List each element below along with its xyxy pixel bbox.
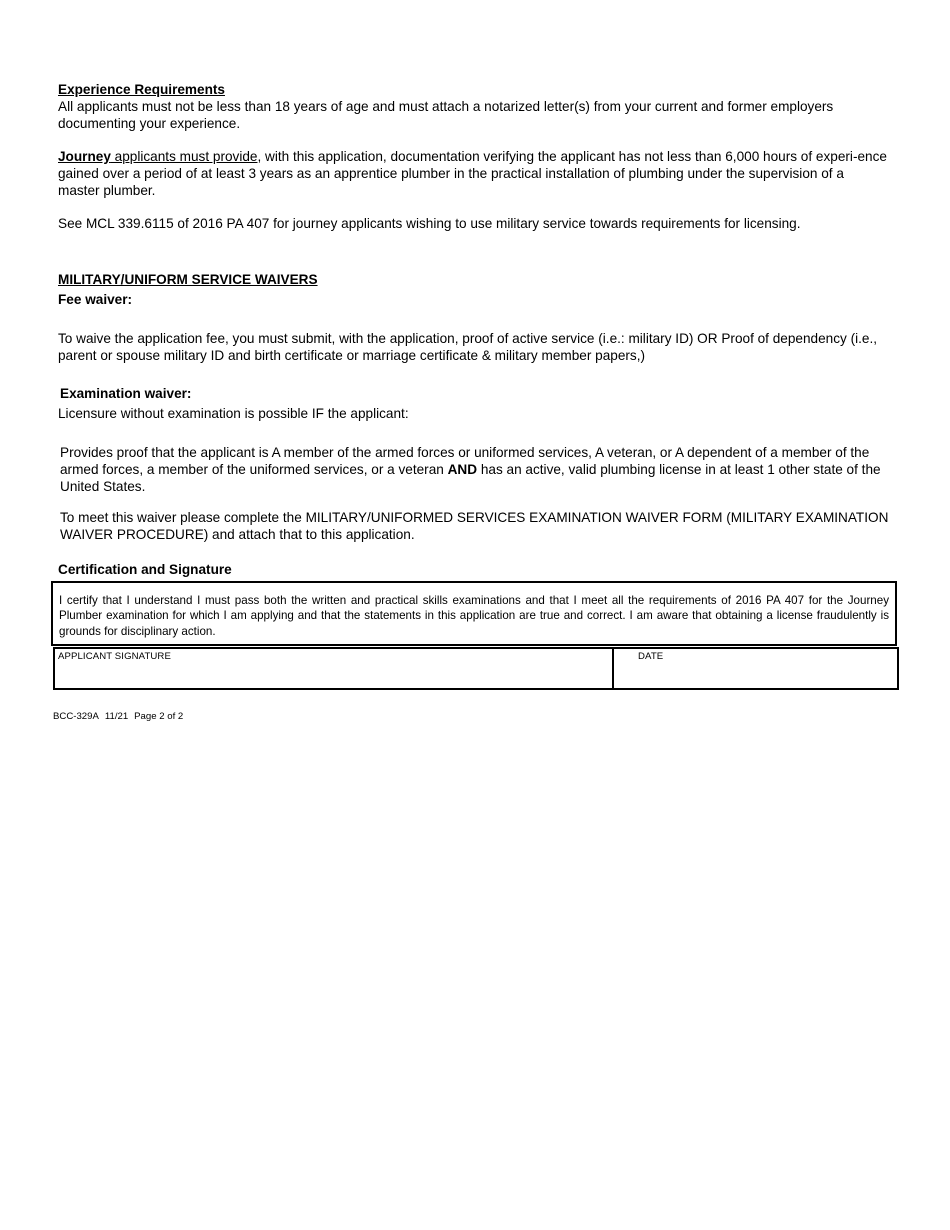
signature-date-field[interactable] bbox=[614, 649, 897, 688]
journey-bold-text: Journey bbox=[58, 149, 111, 164]
age-requirement-paragraph: All applicants must not be less than 18 years of age and must attach a notarized letter(s) from your current and former employers documenting your experience. bbox=[58, 99, 834, 131]
date-label: DATE bbox=[638, 651, 664, 662]
signature-row bbox=[53, 647, 899, 690]
waiver-form-instructions: To meet this waiver please complete the MILITARY/UNIFORMED SERVICES EXAMINATION WAIVER FORM (MILITARY EXAMINATION WAIVER PROCEDURE) and attach that to this application. bbox=[60, 510, 889, 542]
proof-text-part1: Provides proof that the applicant is A member of the armed forces or uniformed services, A veteran, or A dependent of a member of the armed forces, a member of the uniformed services, or a veteran bbox=[60, 445, 870, 477]
journey-requirement-paragraph bbox=[58, 149, 888, 199]
applicant-signature-label: APPLICANT SIGNATURE bbox=[58, 651, 171, 662]
page-number: Page 2 of 2 bbox=[134, 711, 184, 722]
form-revision: 11/21 bbox=[104, 711, 129, 722]
proof-and-bold: AND bbox=[447, 461, 478, 477]
journey-underlined-text: applicants must provide bbox=[110, 149, 258, 164]
form-code: BCC-329A bbox=[53, 711, 99, 722]
proof-requirement-paragraph bbox=[60, 445, 905, 495]
journey-rest-text: , with this application, documentation verifying the applicant has not less than 6,000 hours of experi-ence gained over a period of at least 3 years as an apprentice plumber in the practical installation of plumbing under the supervision of a master plumber. bbox=[58, 149, 887, 198]
fee-waiver-paragraph: To waive the application fee, you must submit, with the application, proof of active service (i.e.: military ID) OR Proof of dependency (i.e., parent or spouse military ID and birth certificate or marriage certificate & military member papers,) bbox=[58, 331, 878, 363]
certification-heading: Certification and Signature bbox=[58, 562, 232, 577]
page-footer bbox=[53, 711, 183, 722]
proof-text-part2: has an active, valid plumbing license in at least 1 other state of the United States. bbox=[60, 461, 881, 494]
applicant-signature-field[interactable] bbox=[55, 649, 614, 688]
examination-waiver-heading: Examination waiver: bbox=[60, 386, 192, 401]
certification-statement-box bbox=[51, 581, 897, 646]
fee-waiver-heading: Fee waiver: bbox=[58, 292, 133, 307]
military-waivers-heading: MILITARY/UNIFORM SERVICE WAIVERS bbox=[58, 272, 318, 287]
examination-waiver-intro: Licensure without examination is possible IF the applicant: bbox=[58, 406, 409, 421]
experience-requirements-heading: Experience Requirements bbox=[58, 82, 225, 97]
mcl-reference-paragraph: See MCL 339.6115 of 2016 PA 407 for journey applicants wishing to use military service towards requirements for licensing. bbox=[58, 216, 801, 231]
certification-statement: I certify that I understand I must pass both the written and practical skills examinations and that I meet all the requirements of 2016 PA 407 for the Journey Plumber examination for which I am applying and that the statements in this application are true and correct. I am aware that obtaining a license fraudulently is grounds for disciplinary action. bbox=[59, 594, 889, 638]
